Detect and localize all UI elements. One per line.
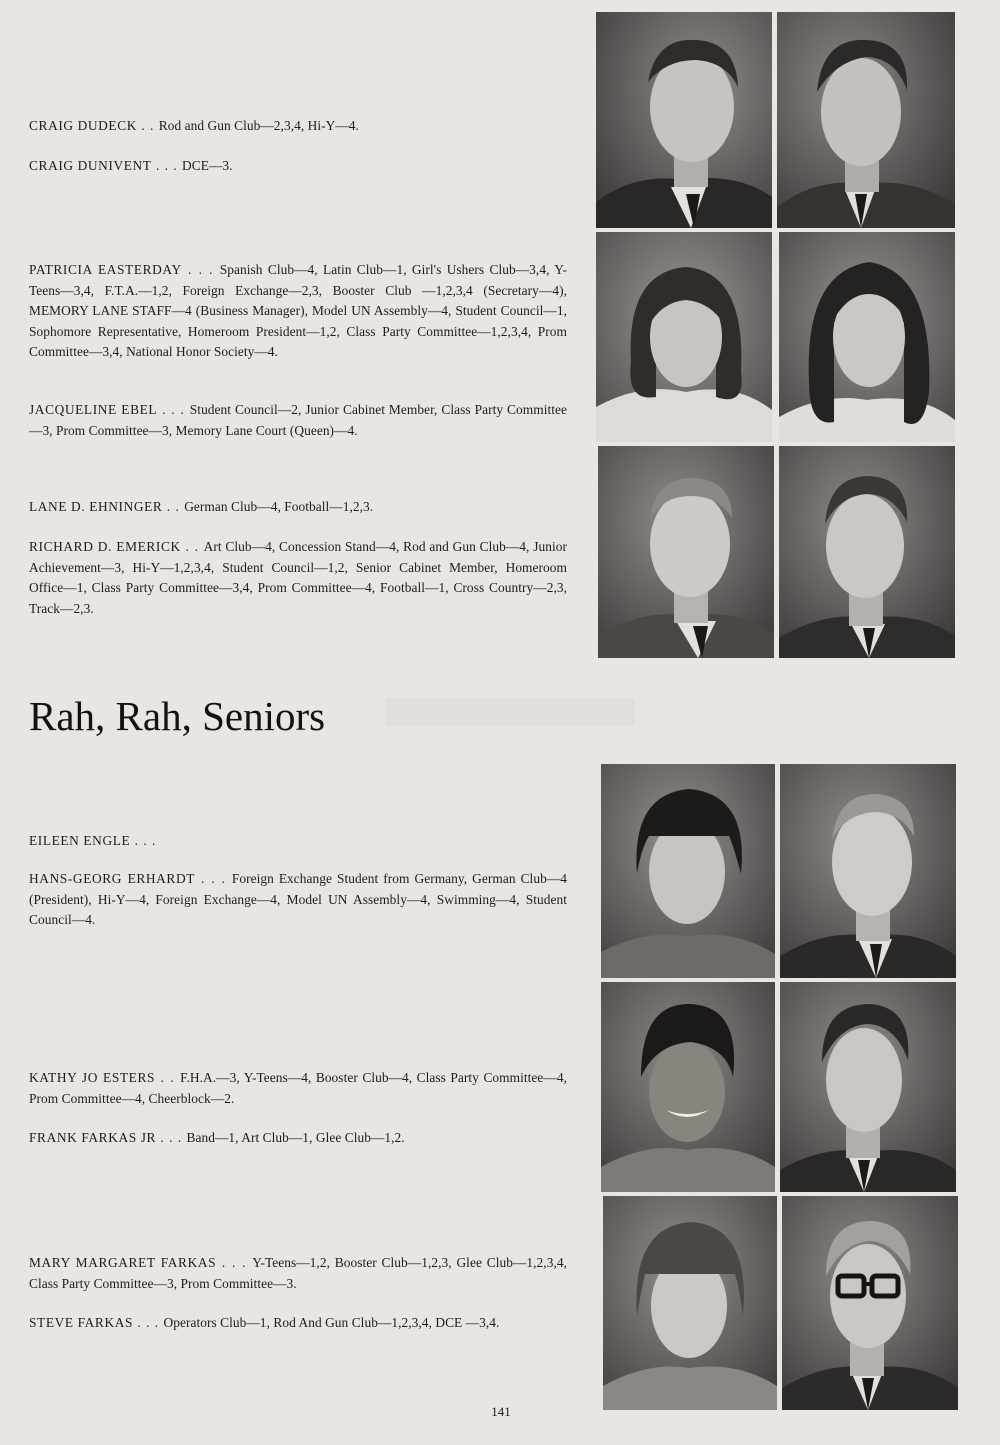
portrait-photo-jacqueline-ebel [779,232,955,442]
student-name: EILEEN ENGLE [29,833,131,848]
separator: . . [155,1070,181,1085]
section-heading: Rah, Rah, Seniors [29,693,326,739]
portrait-photo-craig-dunivent [777,12,955,228]
separator: . . . [133,1315,164,1330]
senior-entry [29,116,567,137]
activities: Art Club—4, Concession Stand—4, Rod and Gun Club—4, Junior Achievement—3, Hi-Y—1,2,3,4, Student Council—1,2, Senior Cabinet Member, Homeroom Office—1, Class Party Committee—3,4, Prom Committee—4, Football—1, Cross Country—2,3, Track—2,3. [29,539,567,616]
senior-entry [29,1313,567,1334]
student-name: STEVE FARKAS [29,1315,134,1330]
activities: Rod and Gun Club—2,3,4, Hi-Y—4. [158,118,359,133]
portrait-photo-lane-ehninger [598,446,774,658]
separator: . . . [156,1130,187,1145]
student-name: MARY MARGARET FARKAS [29,1255,217,1270]
separator: . . [137,118,159,133]
activities: DCE—3. [182,158,233,173]
student-name: LANE D. EHNINGER [29,499,163,514]
activities: F.H.A.—3, Y-Teens—4, Booster Club—4, Class Party Committee—4, Prom Committee—4, Cheerblock—2. [29,1070,567,1106]
student-name: HANS-GEORG ERHARDT [29,871,196,886]
student-name: KATHY JO ESTERS [29,1070,156,1085]
activities: German Club—4, Football—1,2,3. [184,499,374,514]
separator: . . . [130,833,157,848]
portrait-photo-richard-emerick [779,446,955,658]
separator: . . . [181,262,220,277]
bleed-through-decoration [385,688,645,734]
student-name: FRANK FARKAS JR [29,1130,157,1145]
student-name: PATRICIA EASTERDAY [29,262,182,277]
student-name: CRAIG DUDECK [29,118,138,133]
senior-entry [29,400,567,441]
activities: Y-Teens—1,2, Booster Club—1,2,3, Glee Club—1,2,3,4, Class Party Committee—3, Prom Committee—3. [29,1255,567,1291]
page-number: 141 [491,1404,511,1419]
senior-entry [29,869,567,931]
separator: . . . [157,402,190,417]
portrait-photo-steve-farkas [782,1196,958,1410]
student-name: RICHARD D. EMERICK [29,539,181,554]
senior-entry [29,260,567,363]
senior-entry [29,831,567,852]
student-name: CRAIG DUNIVENT [29,158,152,173]
activities: Operators Club—1, Rod And Gun Club—1,2,3,4, DCE —3,4. [163,1315,500,1330]
portrait-photo-patricia-easterday [596,232,772,442]
portrait-photo-hans-georg-erhardt [780,764,956,978]
show-through-text [385,688,645,744]
separator: . . [162,499,185,514]
portrait-photo-mary-margaret-farkas [603,1196,777,1410]
portrait-photo-craig-dudeck [596,12,772,228]
senior-entry [29,156,567,177]
portrait-photo-frank-farkas-jr [780,982,956,1192]
activities: Spanish Club—4, Latin Club—1, Girl's Ushers Club—3,4, Y-Teens—3,4, F.T.A.—1,2, Foreign Exchange—2,3, Booster Club —1,2,3,4 (Secretary—4), MEMORY LANE STAFF—4 (Business Manager), Model UN Assembly—4, Student Council—1, Sophomore Representative, Homeroom President—1,2, Class Party Committee—1,2,3,4, Prom Committee—3,4, National Honor Society—4. [29,262,568,359]
student-name: JACQUELINE EBEL [29,402,158,417]
senior-entry [29,1253,567,1294]
portrait-photo-kathy-jo-esters [601,982,775,1192]
separator: . . [180,539,204,554]
activities: Band—1, Art Club—1, Glee Club—1,2. [186,1130,405,1145]
activities: Student Council—2, Junior Cabinet Member, Class Party Committee—3, Prom Committee—3, Memory Lane Court (Queen)—4. [29,402,568,438]
senior-entry [29,1128,567,1149]
senior-entry [29,497,567,518]
separator: . . . [216,1255,253,1270]
portrait-photo-eileen-engle [601,764,775,978]
separator: . . . [195,871,232,886]
senior-entry [29,1068,567,1109]
activities: Foreign Exchange Student from Germany, German Club—4 (President), Hi-Y—4, Foreign Exchange—4, Model UN Assembly—4, Swimming—4, Student Council—4. [29,871,568,927]
senior-entry [29,537,567,619]
separator: . . . [151,158,183,173]
